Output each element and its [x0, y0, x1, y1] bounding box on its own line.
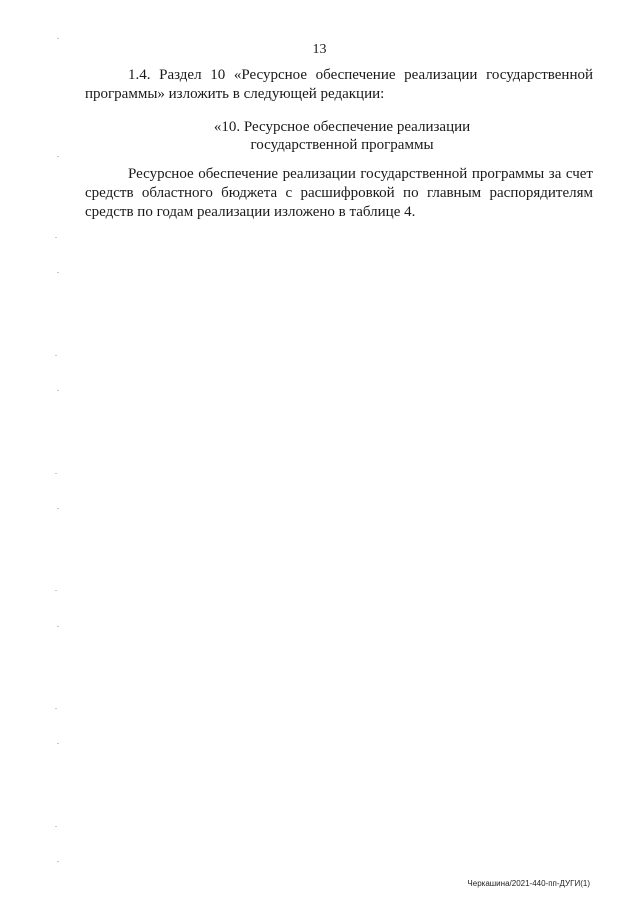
section-heading-line: государственной программы: [250, 137, 434, 153]
scan-mark: [57, 390, 59, 391]
paragraph-line: средств областного бюджета с расшифровкой по главным распорядителям: [85, 185, 593, 201]
section-heading: [0, 118, 639, 154]
scan-mark: [55, 590, 57, 591]
scan-mark: [57, 626, 59, 627]
scan-mark: [57, 861, 59, 862]
scan-mark: [55, 237, 57, 238]
paragraph-line: средств по годам реализации изложено в таблице 4.: [85, 204, 416, 220]
paragraph-amendment: [85, 66, 593, 104]
scan-mark: [57, 38, 59, 39]
scan-mark: [57, 743, 59, 744]
scan-mark: [55, 473, 57, 474]
page-number: 13: [312, 42, 327, 57]
scan-mark: [57, 272, 59, 273]
paragraph-line: 1.4. Раздел 10 «Ресурсное обеспечение реализации государственной: [128, 67, 593, 83]
paragraph-line: программы» изложить в следующей редакции:: [85, 86, 385, 102]
scan-mark: [55, 708, 57, 709]
scan-mark: [57, 156, 59, 157]
scan-mark: [55, 355, 57, 356]
scan-mark: [57, 508, 59, 509]
paragraph-line: Ресурсное обеспечение реализации государственной программы за счет: [128, 166, 593, 182]
section-heading-line: «10. Ресурсное обеспечение реализации: [213, 119, 471, 135]
document-footer-id: Черкашина/2021-440-пп-ДУГИ(1): [467, 879, 590, 888]
paragraph-resource-provision: [85, 165, 593, 222]
scan-mark: [55, 826, 57, 827]
